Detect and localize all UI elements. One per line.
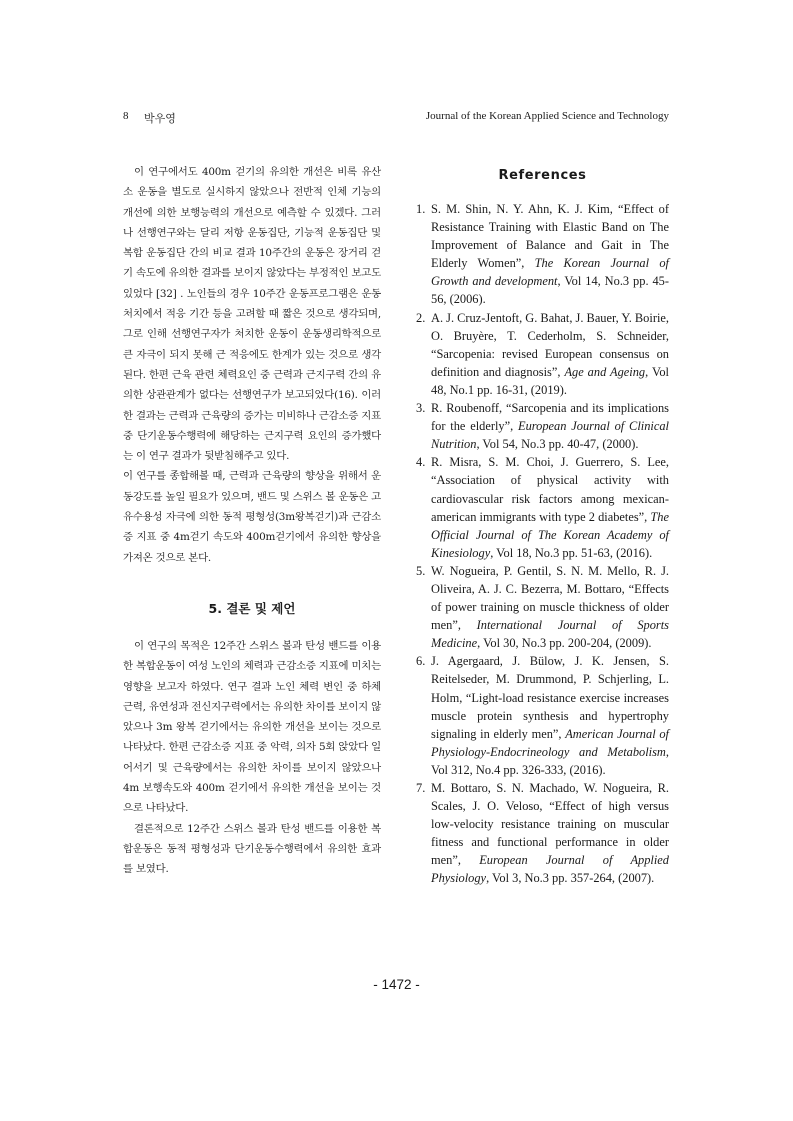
reference-details: , Vol 30, No.3 pp. 200-204, (2009). — [477, 636, 652, 651]
body-paragraph: 이 연구의 목적은 12주간 스위스 볼과 탄성 밴드를 이용한 복합운동이 여성 노인의 체력과 근감소증 지표에 미치는 영향을 보고자 하였다. 연구 결과 노인 체력 변인 중 하체 근력, 유연성과 전신지구력에서는 유의한 차이를 보이지 않았으나 3m 왕복 걷기에서는 유의한 개선을 보이는 것으로 나타났다. 한편 근감소증 지표 중 악력, 의자 5회 앉았다 일어서기 및 근육량에서는 유의한 차이를 보이지 않았으나 4m 보행속도와 400m 걷기에서 유의한 개선을 보이는 것으로 나타났다. — [123, 639, 381, 815]
reference-item — [416, 453, 669, 562]
reference-number: 1. — [416, 202, 426, 216]
references-heading: References — [498, 168, 587, 183]
reference-details: , Vol 312, No.4 pp. 326-333, (2016). — [431, 744, 669, 777]
reference-details: , Vol 48, No.1 pp. 16-31, (2019). — [431, 364, 669, 397]
reference-journal: The Official Journal of The Korean Academy of Kinesiology — [431, 509, 669, 560]
header-journal-title: Journal of the Korean Applied Science and Technology — [425, 110, 669, 122]
reference-number: 2. — [416, 310, 426, 325]
reference-journal: European Journal of Clinical Nutrition — [431, 419, 669, 452]
header-page-number: 8 — [123, 110, 129, 122]
body-paragraph: 결론적으로 12주간 스위스 볼과 탄성 밴드를 이용한 복합운동은 동적 평형성과 단기운동수행력에서 유의한 효과를 보였다. — [123, 822, 381, 876]
reference-item — [416, 652, 669, 779]
reference-details: , Vol 3, No.3 pp. 357-264, (2007). — [486, 871, 655, 886]
reference-text: J. Agergaard, J. Bülow, J. K. Jensen, S. Reitelseder, M. Drummond, P. Schjerling, L. Holm, “Light-load resistance exercise increases muscle protein synthesis and hypertrophy signaling in elderly men”, — [431, 654, 669, 741]
right-column — [416, 162, 669, 888]
reference-text: A. J. Cruz-Jentoft, G. Bahat, J. Bauer, Y. Boirie, O. Bruyère, T. Cederholm, S. Schneider, “Sarcopenia: revised European consensus on definition and diagnosis”, — [431, 310, 669, 379]
reference-journal: Age and Ageing — [564, 364, 646, 379]
reference-text: W. Nogueira, P. Gentil, S. N. M. Mello, R. J. Oliveira, A. J. C. Bezerra, M. Bottaro, “Effects of power training on muscle thickness of older men”, — [431, 563, 669, 633]
reference-number: 4. — [416, 455, 426, 470]
section-heading-conclusion: 5. 결론 및 제언 — [208, 600, 296, 616]
reference-number: 5. — [416, 563, 426, 578]
reference-text: R. Roubenoff, “Sarcopenia and its implications for the elderly”, — [431, 401, 669, 434]
page-footer — [0, 977, 793, 992]
reference-list — [416, 200, 669, 888]
reference-item — [416, 399, 669, 453]
left-column — [123, 162, 381, 880]
reference-journal: European Journal of Applied Physiology — [431, 853, 670, 886]
reference-item — [416, 562, 669, 652]
reference-item — [416, 200, 669, 309]
reference-text: S. M. Shin, N. Y. Ahn, K. J. Kim, “Effect of Resistance Training with Elastic Band on The Improvement of Balance and Gait in The Elderly Women”, — [431, 202, 669, 271]
reference-details: , Vol 14, No.3 pp. 45-56, (2006). — [431, 274, 669, 307]
reference-item — [416, 309, 669, 399]
reference-number: 6. — [416, 654, 426, 669]
header-author: 박우영 — [144, 113, 176, 125]
reference-number: 7. — [416, 781, 426, 795]
running-header — [123, 110, 669, 128]
body-paragraph: 이 연구에서도 400m 걷기의 유의한 개선은 비록 유산소 운동을 별도로 실시하지 않았으나 전반적 인체 기능의 개선에 의한 보행능력의 개선으로 예측할 수 있겠다. 그러나 선행연구와는 달리 저항 운동집단, 기능적 운동집단 및 복합 운동집단 간의 비교 결과 10주간의 운동은 장거리 걷기 속도에 유의한 결과를 보이지 않았다는 부정적인 보고도 있었다 [32] . 노인들의 경우 10주간 운동프로그램은 운동 처치에서 적응 기간 등을 고려할 때 짧은 것으로 생각되며, 그로 인해 선행연구자가 처치한 운동이 운동생리학적으로 큰 자극이 되지 못해 근 적응에도 한계가 있는 것으로 생각된다. 한편 근육 관련 체력요인 중 근력과 근지구력 간의 유의한 상관관계가 없다는 선행연구가 보고되었다(16). 이러한 결과는 근력과 근육량의 증가는 미비하나 근감소증 지표 중 단기운동수행력에 해당하는 근지구력 요인의 증가했다는 이 연구 결과가 뒷받침해주고 있다. — [123, 166, 381, 463]
reference-text: R. Misra, S. M. Choi, J. Guerrero, S. Lee, “Association of physical activity with cardiovascular risk factors among mexican-american immigrants with type 2 diabetes”, — [431, 455, 669, 524]
reference-journal: American Journal of Physiology-Endocrineology and Metabolism — [431, 726, 669, 759]
reference-journal: The Korean Journal of Growth and development — [431, 256, 669, 289]
reference-item — [416, 779, 669, 888]
body-paragraph: 이 연구를 종합해볼 때, 근력과 근육량의 향상을 위해서 운동강도를 높일 필요가 있으며, 밴드 및 스위스 볼 운동은 고유수용성 자극에 의한 동적 평형성(3m왕복걷기)과 근감소증 지표 중 4m걷기 속도와 400m걷기에서 유의한 향상을 가져온 것으로 본다. — [123, 470, 381, 564]
reference-details: , Vol 18, No.3 pp. 51-63, (2016). — [490, 545, 653, 560]
reference-journal: International Journal of Sports Medicine — [431, 618, 669, 651]
reference-number: 3. — [416, 401, 426, 416]
reference-text: M. Bottaro, S. N. Machado, W. Nogueira, R. Scales, J. O. Veloso, “Effect of high versus low-velocity resistance training on muscular fitness and functional performance in older men”, — [431, 781, 669, 868]
footer-page-label: - 1472 - — [373, 977, 420, 992]
reference-details: , Vol 54, No.3 pp. 40-47, (2000). — [476, 437, 639, 452]
